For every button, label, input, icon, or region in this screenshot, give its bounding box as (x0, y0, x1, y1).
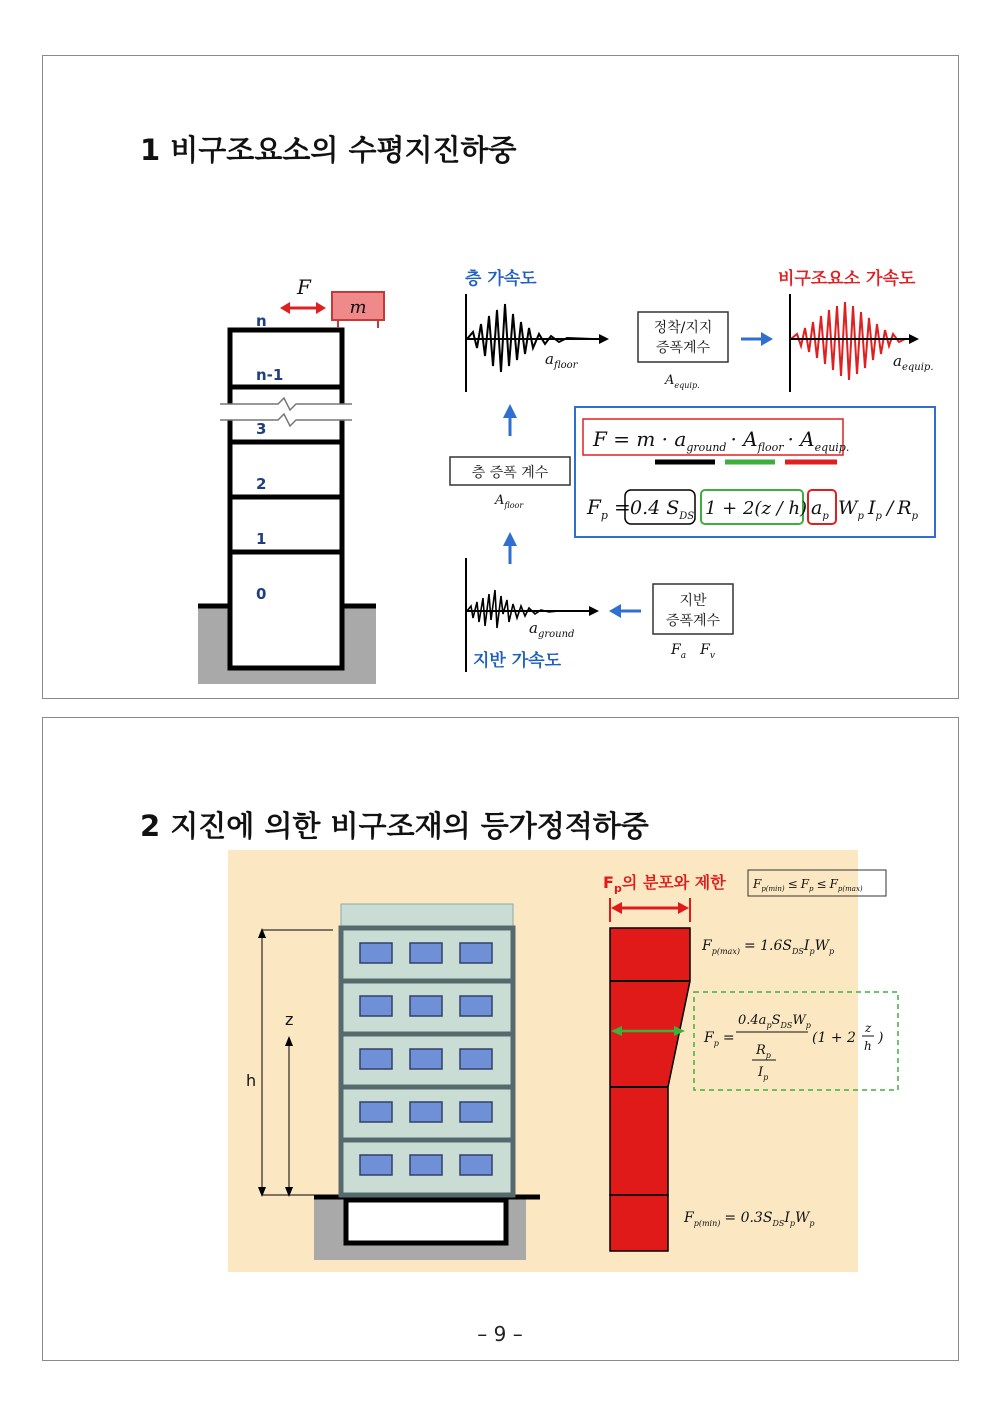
force-arrow-right-head (316, 302, 326, 314)
floor-label-2: 2 (256, 475, 267, 493)
formula-2-equals: = (614, 495, 631, 519)
equip-accel-var: $a_{equip.}$ (893, 352, 934, 373)
equivalent-static-load-diagram (228, 850, 884, 1272)
fp-formula-factor: (1 + 2 (812, 1030, 856, 1046)
formula-2-rest: $W_p$ $I_p / R_p$ (838, 497, 918, 522)
fp-formula-numerator: $0.4a_pS_{DS}W_p$ (738, 1013, 811, 1030)
seismic-load-diagram (198, 196, 938, 686)
floor-label-1: 1 (256, 530, 267, 548)
fp-max-formula: $F_{p(max)} = 1.6S_{DS}I_pW_p$ (702, 938, 835, 956)
fp-formula-z: z (865, 1021, 872, 1035)
fp-formula-denominator-i: $I_p$ (758, 1065, 769, 1082)
formula-2-term-1: 0.4 $S_{DS}$ (630, 497, 695, 522)
formula-2-term-3: $a_p$ (811, 497, 829, 522)
slide-2 (42, 717, 959, 1361)
floor-label-0: 0 (256, 585, 267, 603)
ground-accel-arrowhead (589, 606, 599, 616)
anchorage-box-line-2: 증폭계수 (655, 340, 711, 356)
force-label: F (297, 275, 311, 299)
floor-label-n-1: n-1 (256, 366, 284, 384)
floor-accel-var: $a_{floor}$ (545, 350, 578, 371)
equip-accel-arrowhead (909, 334, 919, 344)
floor-amplification-label: 층 증폭 계수 (471, 465, 549, 481)
ground-box-line-1: 지반 (679, 593, 707, 609)
roof-parapet (341, 904, 513, 928)
fp-formula-denominator-r: $R_p$ (756, 1043, 771, 1060)
formula-1: $F = m \cdot a_{ground} \cdot A_{floor} \cdot A_{equip.}$ (593, 427, 850, 454)
mass-label: m (349, 297, 367, 318)
floor-accel-title: 층 가속도 (465, 269, 537, 289)
fp-min-formula: $F_{p(min)} = 0.3S_{DS}I_pW_p$ (684, 1210, 815, 1228)
page-number: – 9 – (477, 1322, 523, 1346)
floor-label-n: n (256, 312, 267, 330)
force-arrow-left-head (280, 302, 290, 314)
arrow-ground-up-head (503, 532, 517, 546)
fp-formula-close: ) (878, 1030, 884, 1046)
slide-2-title: 2 지진에 의한 비구조재의 등가정적하중 (140, 809, 649, 843)
basement (346, 1200, 506, 1243)
formula-2-lhs: $F_p$ (587, 495, 608, 522)
h-label: h (246, 1071, 257, 1090)
formula-2-term-2: 1 + 2(z / h) (705, 498, 808, 519)
distribution-title: $F_p$의 분포와 제한 (603, 873, 726, 895)
floor-accel-arrowhead (599, 334, 609, 344)
limit-formula: $F_{p(min)} \le F_p \le F_{p(max)}$ (753, 877, 863, 893)
floor-label-3: 3 (256, 420, 267, 438)
fp-formula-lhs: $F_p$ = (704, 1030, 735, 1048)
slide-1-title: 1 비구조요소의 수평지진하중 (140, 133, 517, 167)
ground-accel-wave (467, 590, 583, 628)
equip-accel-wave (791, 302, 905, 380)
arrow-floor-up-head (503, 404, 517, 418)
force-distribution-base (610, 1195, 668, 1251)
arrow-to-equip-head (761, 332, 773, 346)
ground-accel-var: $a_{ground}$ (529, 619, 575, 640)
equip-accel-title: 비구조요소 가속도 (778, 269, 916, 289)
arrow-from-ground-box-head (609, 604, 621, 618)
anchorage-coefficient: $A_{equip.}$ (665, 373, 700, 390)
ground-accel-title: 지반 가속도 (473, 651, 562, 671)
ground-box-line-2: 증폭계수 (665, 613, 721, 629)
slide-1 (42, 55, 959, 699)
z-label: z (285, 1010, 294, 1029)
fp-formula-h: h (864, 1039, 872, 1053)
anchorage-box-line-1: 정착/지지 (653, 320, 713, 336)
ground-coefficients: $F_a$ $F_v$ (671, 642, 715, 661)
floor-amplification-coefficient: $A_{floor}$ (495, 493, 524, 510)
